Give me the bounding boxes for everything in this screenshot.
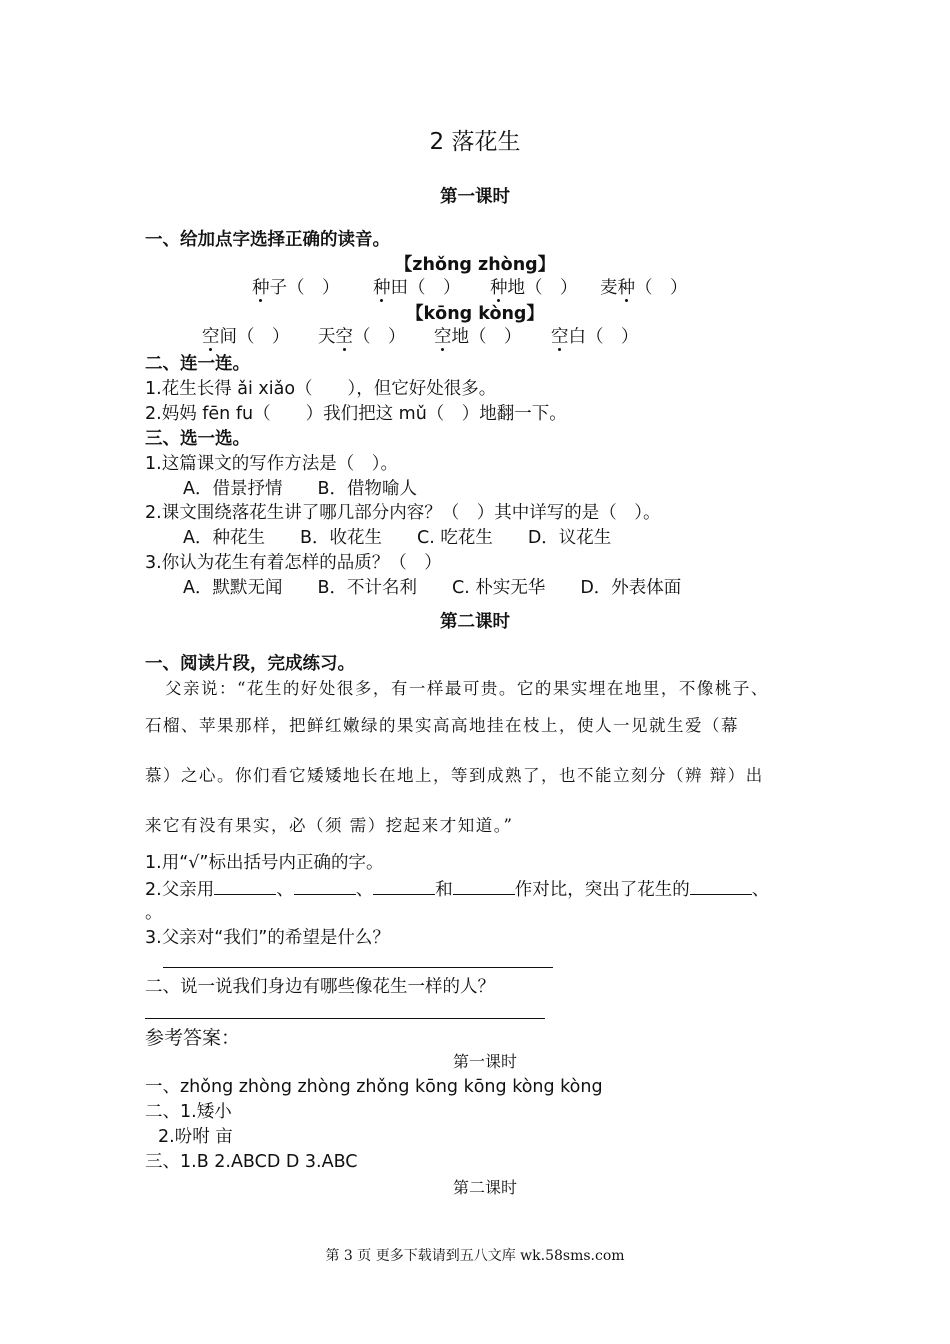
answer-blank[interactable] — [373, 876, 435, 895]
dotted-char: 空 — [551, 327, 569, 347]
word-item: 麦种（ ） — [600, 278, 688, 298]
word-item: 空地（ ） — [434, 327, 522, 347]
word-item: 种子（ ） — [252, 278, 340, 298]
passage-line: 石榴、苹果那样，把鲜红嫩绿的果实高高地挂在枝上，使人一见就生爱（幕 — [145, 716, 739, 735]
q1-heading: 一、给加点字选择正确的读音。 — [145, 230, 390, 250]
answer-blank[interactable] — [294, 876, 356, 895]
pinyin-group-kong: 【kōng kòng】 — [406, 304, 544, 324]
dotted-char: 空 — [202, 327, 220, 347]
q3-sub1: 1.这篇课文的写作方法是（ ）。 — [145, 454, 398, 474]
answer-line2: 二、1.矮小 — [145, 1102, 232, 1122]
q3-sub3-options: A．默默无闻 B．不计名利 C. 朴实无华 D．外表体面 — [183, 578, 682, 598]
dotted-char: 空 — [434, 327, 452, 347]
q3-sub2-options: A．种花生 B．收花生 C. 吃花生 D．议花生 — [183, 528, 612, 548]
dotted-char: 种 — [617, 278, 635, 298]
reading-sub2-tail: 。 — [145, 903, 163, 923]
answers-lesson2-heading: 第二课时 — [452, 1178, 517, 1197]
answer-blank[interactable] — [453, 876, 515, 895]
q2-line1: 1.花生长得 ǎi xiǎo（ ），但它好处很多。 — [145, 379, 497, 399]
dotted-char: 种 — [252, 278, 270, 298]
dotted-char: 种 — [373, 278, 391, 298]
answer-line[interactable] — [163, 967, 553, 968]
reading-sub1: 1.用“√”标出括号内正确的字。 — [145, 853, 384, 873]
q3-heading: 三、选一选。 — [145, 429, 250, 449]
answer-line4: 三、1.B 2.ABCD D 3.ABC — [145, 1152, 358, 1172]
pinyin-group-zhong: 【zhǒng zhòng】 — [394, 255, 556, 275]
answers-lesson1-heading: 第一课时 — [452, 1052, 517, 1071]
answer-line3: 2.吩咐 亩 — [158, 1127, 233, 1147]
passage-line: 来它有没有果实，必（须 需）挖起来才知道。” — [145, 816, 514, 835]
answer-blank[interactable] — [690, 876, 752, 895]
lesson1-heading: 第一课时 — [440, 187, 510, 207]
reading-heading: 一、阅读片段，完成练习。 — [145, 654, 355, 674]
word-item: 空间（ ） — [202, 327, 290, 347]
word-item: 种地（ ） — [490, 278, 578, 298]
page-footer: 第 3 页 更多下载请到五八文库 wk.58sms.com — [325, 1248, 625, 1264]
answer-blank[interactable] — [214, 876, 276, 895]
lesson2-heading: 第二课时 — [440, 612, 510, 632]
q3-sub2: 2.课文围绕落花生讲了哪几部分内容？（ ）其中详写的是（ ）。 — [145, 503, 661, 523]
word-item: 天空（ ） — [318, 327, 406, 347]
dotted-char: 空 — [335, 327, 353, 347]
passage-line: 父亲说：“花生的好处很多，有一样最可贵。它的果实埋在地里，不像桃子、 — [165, 679, 769, 698]
q2-heading: 二、连一连。 — [145, 354, 250, 374]
reading-sub3: 3.父亲对“我们”的希望是什么？ — [145, 928, 390, 948]
q3-sub3: 3.你认为花生有着怎样的品质？（ ） — [145, 553, 442, 573]
reading-sub2: 2.父亲用 、 、 和 作对比，突出了花生的 、 — [145, 876, 769, 902]
word-item: 种田（ ） — [373, 278, 461, 298]
q2-line2: 2.妈妈 fēn fu（ ）我们把这 mǔ（ ）地翻一下。 — [145, 404, 567, 424]
q3-sub1-options: A．借景抒情 B．借物喻人 — [183, 479, 417, 499]
q2-discussion: 二、说一说我们身边有哪些像花生一样的人？ — [145, 977, 495, 997]
word-item: 空白（ ） — [551, 327, 639, 347]
answer-line[interactable] — [145, 1018, 545, 1019]
answers-heading: 参考答案： — [145, 1027, 241, 1049]
passage-line: 慕）之心。你们看它矮矮地长在地上，等到成熟了，也不能立刻分（辨 辩）出 — [145, 766, 764, 785]
page-title: 2 落花生 — [429, 129, 521, 155]
answer-line1: 一、zhǒng zhòng zhòng zhǒng kōng kōng kòng kòng — [145, 1077, 603, 1097]
dotted-char: 种 — [490, 278, 508, 298]
